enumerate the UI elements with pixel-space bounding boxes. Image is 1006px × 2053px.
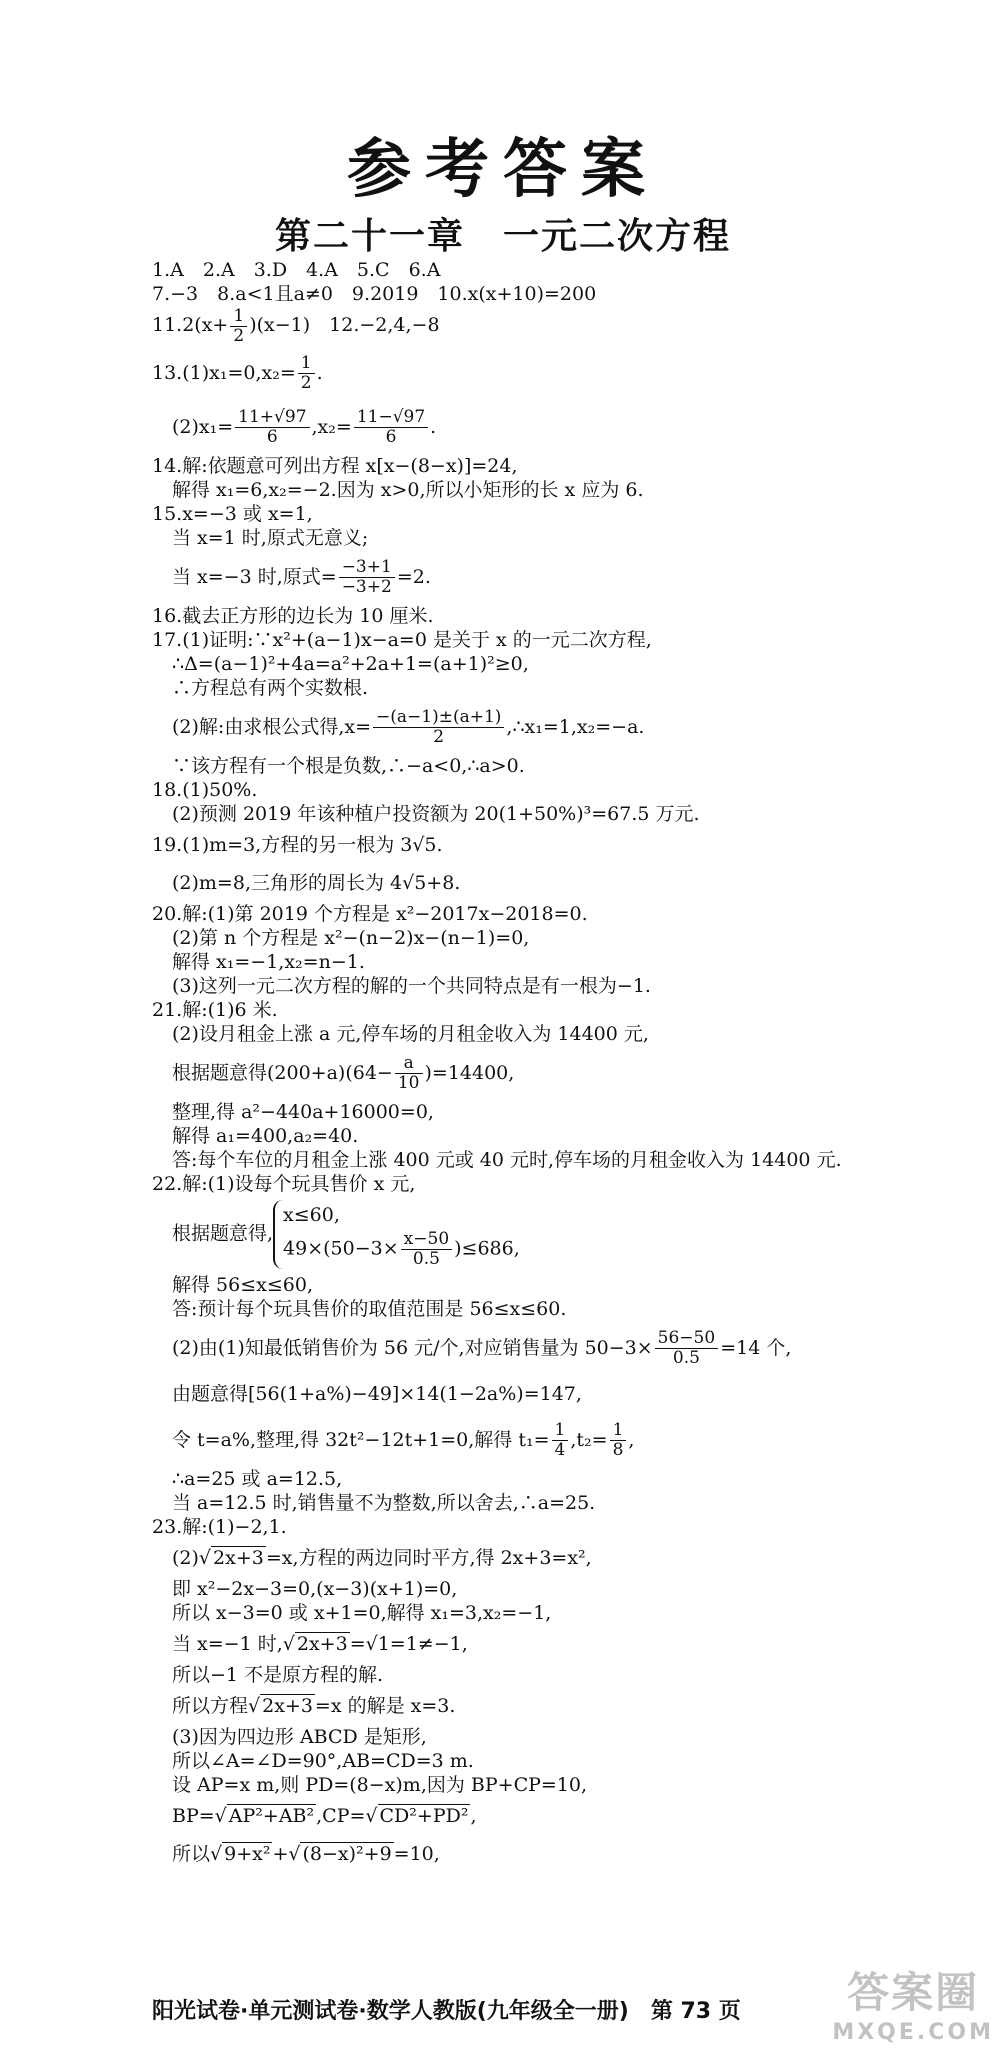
answer-line: [152, 1413, 982, 1467]
answer-line: [152, 400, 982, 454]
denominator: 2: [433, 727, 445, 747]
text: =14 个,: [720, 1336, 792, 1359]
answer-line: 答:每个车位的月租金上涨 400 元或 40 元时,停车场的月租金收入为 14400 元.: [172, 1148, 842, 1171]
watermark-url: MXQE.COM: [832, 2020, 994, 2045]
text: 13.(1)x₁=0,x₂=: [152, 361, 296, 384]
text: (2)由(1)知最低销售价为 56 元/个,对应销售量为 50−3×: [172, 1336, 653, 1359]
answer-line: [152, 1687, 982, 1725]
system-row: x≤60,: [283, 1203, 340, 1226]
text: =x 的解是 x=3.: [314, 1694, 456, 1717]
text: ,x₂=: [311, 415, 352, 438]
denominator: 6: [385, 427, 397, 447]
denominator: 10: [397, 1073, 420, 1093]
answer-line: 由题意得[56(1+a%)−49]×14(1−2a%)=147,: [172, 1382, 582, 1405]
answer-line: (2)设月租金上涨 a 元,停车场的月租金收入为 14400 元,: [172, 1022, 649, 1045]
answer-line: 20.解:(1)第 2019 个方程是 x²−2017x−2018=0.: [152, 902, 588, 925]
answer-line: [152, 550, 982, 604]
text: ,t₂=: [570, 1428, 608, 1451]
text: BP=√: [172, 1804, 227, 1827]
answer-line: 17.(1)证明:∵x²+(a−1)x−a=0 是关于 x 的一元二次方程,: [152, 628, 652, 651]
answer-line: 解得 x₁=6,x₂=−2.因为 x>0,所以小矩形的长 x 应为 6.: [172, 478, 644, 501]
answer-line: 21.解:(1)6 米.: [152, 998, 278, 1021]
text: ,: [470, 1804, 477, 1827]
answer-line: [152, 1625, 982, 1663]
text: )(x−1) 12.−2,4,−8: [249, 314, 440, 336]
text: 49×(50−3×: [283, 1237, 399, 1259]
text: 11.2(x+: [152, 314, 229, 336]
answer-line: 14.解:依题意可列出方程 x[x−(8−x)]=24,: [152, 454, 518, 477]
fraction: [339, 558, 395, 597]
text: =2.: [396, 565, 431, 588]
answer-line: 当 a=12.5 时,销售量不为整数,所以舍去,∴a=25.: [172, 1491, 596, 1514]
answer-line: 当 x=1 时,原式无意义;: [172, 526, 369, 549]
text: +√: [272, 1842, 301, 1865]
answer-line: 所以∠A=∠D=90°,AB=CD=3 m.: [172, 1749, 474, 1772]
answer-line: [152, 346, 982, 400]
numerator: a: [395, 1054, 423, 1074]
text: (2)√: [172, 1546, 212, 1569]
radicand: (8−x)²+9: [302, 1842, 392, 1865]
numerator: −3+1: [339, 558, 395, 578]
fraction: [655, 1329, 719, 1368]
fraction: [401, 1230, 452, 1269]
numerator: x−50: [401, 1230, 452, 1250]
page-title: 参考答案: [347, 133, 659, 207]
denominator: −3+2: [341, 577, 392, 597]
answer-line: [152, 1200, 982, 1269]
answer-line: (2)m=8,三角形的周长为 4√5+8.: [172, 871, 461, 894]
answer-line: 所以 x−3=0 或 x+1=0,解得 x₁=3,x₂=−1,: [172, 1601, 552, 1624]
answer-line: 答:预计每个玩具售价的取值范围是 56≤x≤60.: [172, 1297, 567, 1320]
answer-line: [152, 700, 982, 754]
text: 所以方程√: [172, 1694, 261, 1717]
fraction: [354, 408, 428, 447]
answer-line: ∴Δ=(a−1)²+4a=a²+2a+1=(a+1)²≥0,: [172, 652, 529, 675]
answer-line: [152, 1539, 982, 1577]
answer-line: 1.A 2.A 3.D 4.A 5.C 6.A: [152, 259, 441, 281]
answer-line: 15.x=−3 或 x=1,: [152, 502, 313, 525]
text: (2)解:由求根公式得,x=: [172, 715, 371, 738]
answer-line: 解得 x₁=−1,x₂=n−1.: [172, 950, 365, 973]
radicand: 9+x²: [224, 1842, 271, 1865]
text: =√1=1≠−1,: [349, 1632, 468, 1655]
answer-line: [152, 1835, 982, 1873]
answer-line: [152, 306, 982, 346]
system-row: [283, 1230, 520, 1269]
denominator: 2: [300, 373, 312, 393]
radicand: CD²+PD²: [379, 1804, 469, 1827]
answer-line: ∵该方程有一个根是负数,∴−a<0,∴a>0.: [172, 754, 525, 777]
text: 当 x=−1 时,√: [172, 1632, 295, 1655]
numerator: 56−50: [655, 1329, 719, 1349]
answer-line: 即 x²−2x−3=0,(x−3)(x+1)=0,: [172, 1577, 458, 1600]
radicand: 2x+3: [296, 1632, 348, 1655]
answer-line: 7.−3 8.a<1且a≠0 9.2019 10.x(x+10)=200: [152, 283, 597, 305]
text: ,CP=√: [316, 1804, 378, 1827]
text: (2)x₁=: [172, 415, 234, 438]
text: 根据题意得,: [172, 1222, 274, 1244]
text: 令 t=a%,整理,得 32t²−12t+1=0,解得 t₁=: [172, 1428, 550, 1451]
answer-line: [152, 1797, 982, 1835]
watermark-text: 答案圈: [847, 1968, 980, 2017]
answer-line: 19.(1)m=3,方程的另一根为 3√5.: [152, 833, 443, 856]
text: ,: [628, 1428, 635, 1451]
text: 当 x=−3 时,原式=: [172, 565, 337, 588]
denominator: 6: [266, 427, 278, 447]
answer-line: 23.解:(1)−2,1.: [152, 1515, 287, 1538]
answer-line: [152, 1046, 982, 1100]
answer-line: 所以−1 不是原方程的解.: [172, 1663, 384, 1686]
denominator: 2: [233, 325, 245, 346]
watermark-logo: [832, 1960, 994, 2045]
denominator: 0.5: [412, 1248, 440, 1269]
numerator: 1: [610, 1421, 627, 1441]
answer-list: [152, 258, 982, 1873]
fraction: [298, 354, 315, 393]
text: .: [316, 361, 323, 384]
answer-line: ∴a=25 或 a=12.5,: [172, 1467, 343, 1490]
text: ,∴x₁=1,x₂=−a.: [506, 715, 645, 738]
answer-line: 解得 56≤x≤60,: [172, 1273, 313, 1296]
radicand: 2x+3: [213, 1546, 264, 1569]
numerator: 1: [552, 1421, 569, 1441]
answer-line: [152, 1321, 982, 1375]
text: )≤686,: [454, 1237, 520, 1259]
numerator: 1: [230, 307, 247, 327]
fraction: [230, 307, 247, 346]
answer-line: (2)第 n 个方程是 x²−(n−2)x−(n−1)=0,: [172, 926, 530, 949]
answer-line: 18.(1)50%.: [152, 778, 258, 801]
answer-line: 22.解:(1)设每个玩具售价 x 元,: [152, 1172, 416, 1195]
inequality-system: [273, 1200, 520, 1269]
numerator: 11+√97: [235, 408, 309, 428]
answer-line: (3)这列一元二次方程的解的一个共同特点是有一根为−1.: [172, 974, 651, 997]
fraction: [395, 1054, 423, 1093]
answer-line: 16.截去正方形的边长为 10 厘米.: [152, 604, 434, 627]
text: )=14400,: [424, 1061, 515, 1084]
denominator: 4: [554, 1440, 566, 1460]
text: =x,方程的两边同时平方,得 2x+3=x²,: [265, 1546, 592, 1569]
chapter-heading: 第二十一章 一元二次方程: [274, 216, 731, 257]
fraction: [610, 1421, 627, 1460]
numerator: 1: [298, 354, 315, 374]
answer-line: (2)预测 2019 年该种植户投资额为 20(1+50%)³=67.5 万元.: [172, 802, 700, 825]
text: 根据题意得(200+a)(64−: [172, 1061, 393, 1084]
answer-line: (3)因为四边形 ABCD 是矩形,: [172, 1725, 427, 1748]
answer-line: 解得 a₁=400,a₂=40.: [172, 1124, 359, 1147]
answer-line: ∴方程总有两个实数根.: [172, 676, 369, 699]
page-footer: 阳光试卷·单元测试卷·数学人教版(九年级全一册) 第 73 页: [152, 1999, 741, 2024]
text: 所以√: [172, 1842, 223, 1865]
denominator: 0.5: [672, 1348, 700, 1368]
answer-line: 整理,得 a²−440a+16000=0,: [172, 1100, 434, 1123]
fraction: [235, 408, 309, 447]
answer-line: 设 AP=x m,则 PD=(8−x)m,因为 BP+CP=10,: [172, 1773, 588, 1796]
radicand: 2x+3: [262, 1694, 313, 1717]
fraction: [552, 1421, 569, 1460]
numerator: −(a−1)±(a+1): [373, 708, 504, 728]
text: .: [430, 415, 437, 438]
radicand: AP²+AB²: [228, 1804, 315, 1827]
numerator: 11−√97: [354, 408, 428, 428]
denominator: 8: [612, 1440, 624, 1460]
text: =10,: [393, 1842, 440, 1865]
fraction: [373, 708, 504, 747]
